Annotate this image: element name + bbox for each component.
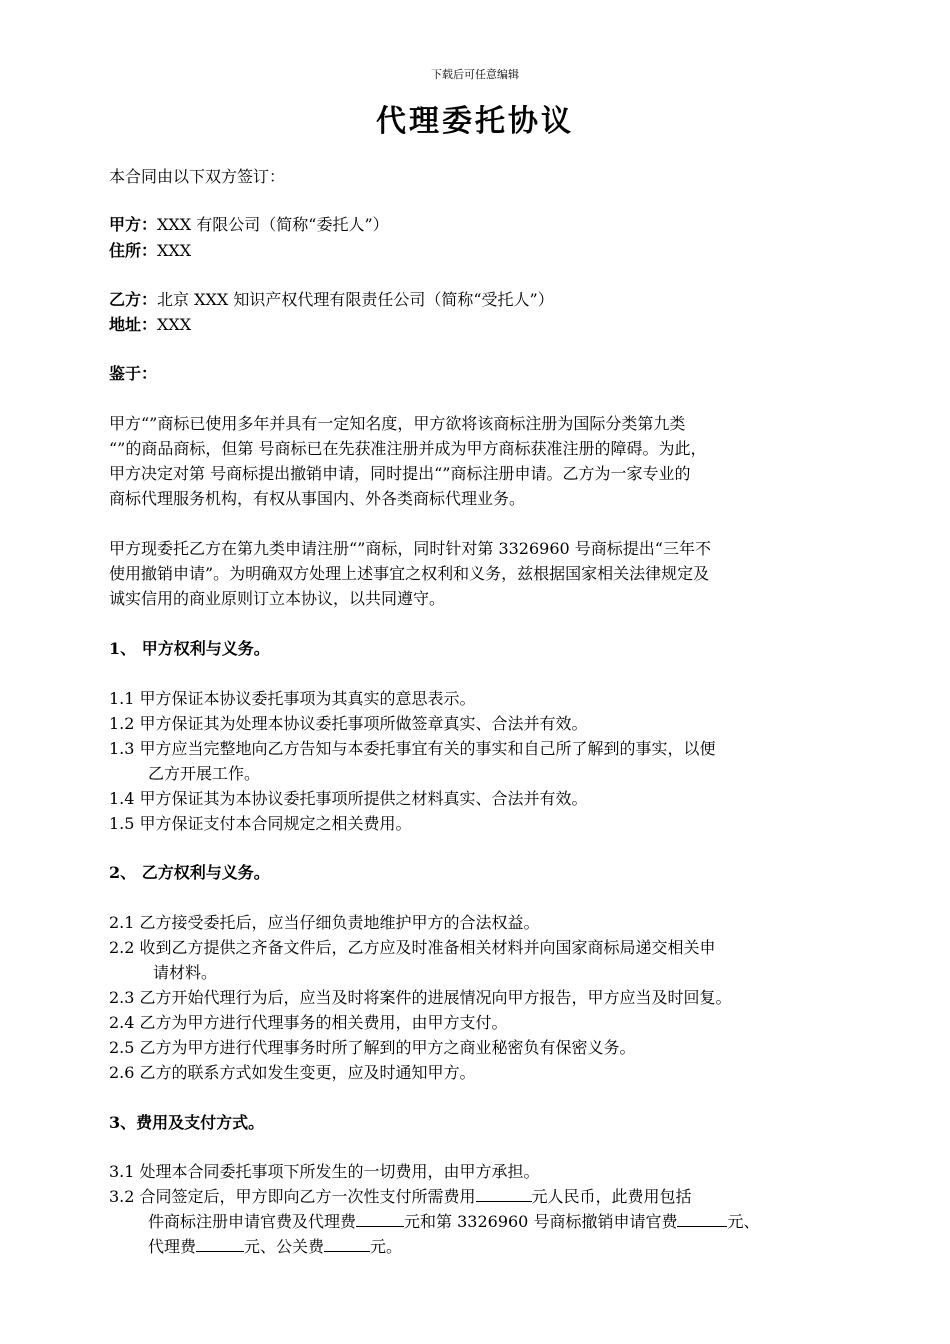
section-1-item-continuation: 乙方开展工作。 — [148, 764, 261, 783]
fee-revocation-official-blank — [677, 1210, 727, 1227]
entrust-line: 使用撤销申请”。为明确双方处理上述事宜之权利和义务，兹根据国家相关法律规定及 — [109, 564, 710, 583]
header-note: 下载后可任意编辑 — [431, 68, 519, 81]
section-2-item: 2.2 收到乙方提供之齐备文件后，乙方应及时准备相关材料并向国家商标局递交相关申 — [109, 938, 716, 957]
party-a-value: XXX 有限公司（简称“委托人”） — [157, 215, 389, 234]
party-a-address — [109, 239, 191, 263]
section-2-heading: 2、 乙方权利与义务。 — [109, 863, 270, 882]
fee-text: 元。 — [370, 1237, 403, 1256]
party-b-value: 北京 XXX 知识产权代理有限责任公司（简称“受托人”） — [157, 290, 554, 309]
entrust-line: 甲方现委托乙方在第九类申请注册“”商标，同时针对第 3326960 号商标提出“三年不 — [109, 539, 711, 558]
fee-text: 件商标注册申请官费及代理费 — [148, 1212, 357, 1231]
party-b-address-label: 地址： — [109, 315, 158, 334]
entrust-line: 诚实信用的商业原则订立本协议，以共同遵守。 — [109, 589, 446, 608]
party-b-address-value: XXX — [157, 315, 192, 334]
fee-total-blank — [476, 1185, 532, 1202]
whereas-line: 商标代理服务机构，有权从事国内、外各类商标代理业务。 — [109, 489, 526, 508]
section-2-item: 2.3 乙方开始代理行为后，应当及时将案件的进展情况向甲方报告，甲方应当及时回复。 — [109, 988, 732, 1007]
section-2-item-continuation: 请材料。 — [153, 963, 218, 982]
fee-text: 代理费 — [148, 1237, 197, 1256]
party-a-label: 甲方： — [109, 215, 158, 234]
section-2-item: 2.1 乙方接受委托后，应当仔细负责地维护甲方的合法权益。 — [109, 913, 540, 932]
whereas-line: 甲方“”商标已使用多年并具有一定知名度，甲方欲将该商标注册为国际分类第九类 — [109, 414, 686, 433]
fee-text: 元、 — [727, 1212, 760, 1231]
section-3-item-continuation — [148, 1209, 759, 1234]
section-2-item: 2.4 乙方为甲方进行代理事务的相关费用，由甲方支付。 — [109, 1013, 508, 1032]
intro-text: 本合同由以下双方签订： — [109, 167, 286, 186]
fee-pr-blank — [324, 1235, 370, 1252]
party-b-address — [109, 313, 191, 337]
fee-agency-blank — [196, 1235, 244, 1252]
section-1-heading: 1、 甲方权利与义务。 — [109, 639, 270, 658]
section-1-item: 1.3 甲方应当完整地向乙方告知与本委托事宜有关的事实和自己所了解到的事实，以便 — [109, 739, 716, 758]
section-2-item: 2.5 乙方为甲方进行代理事务时所了解到的甲方之商业秘密负有保密义务。 — [109, 1038, 636, 1057]
whereas-line: “”的商品商标，但第 号商标已在先获准注册并成为甲方商标获准注册的障碍。为此， — [109, 439, 707, 458]
section-1-item: 1.1 甲方保证本协议委托事项为其真实的意思表示。 — [109, 689, 476, 708]
section-2-item: 2.6 乙方的联系方式如发生变更，应及时通知甲方。 — [109, 1063, 476, 1082]
section-3-item: 3.1 处理本合同委托事项下所发生的一切费用，由甲方承担。 — [109, 1162, 540, 1181]
fee-registration-blank — [356, 1210, 404, 1227]
section-3-heading: 3、费用及支付方式。 — [109, 1113, 265, 1132]
party-b-label: 乙方： — [109, 290, 158, 309]
section-3-item-continuation — [148, 1234, 402, 1259]
whereas-line: 甲方决定对第 号商标提出撤销申请，同时提出“”商标注册申请。乙方为一家专业的 — [109, 464, 691, 483]
section-3-item — [109, 1184, 692, 1209]
party-a — [109, 213, 389, 237]
party-a-address-label: 住所： — [109, 241, 158, 260]
section-1-item: 1.5 甲方保证支付本合同规定之相关费用。 — [109, 814, 412, 833]
fee-text: 元、公关费 — [244, 1237, 325, 1256]
section-1-item: 1.2 甲方保证其为处理本协议委托事项所做签章真实、合法并有效。 — [109, 714, 588, 733]
party-b — [109, 288, 554, 312]
party-a-address-value: XXX — [157, 241, 192, 260]
whereas-label: 鉴于： — [109, 364, 158, 383]
fee-text: 元人民币，此费用包括 — [531, 1187, 692, 1206]
fee-text: 元和第 3326960 号商标撤销申请官费 — [404, 1212, 678, 1231]
fee-text: 3.2 合同签定后，甲方即向乙方一次性支付所需费用 — [109, 1187, 476, 1206]
document-title: 代理委托协议 — [376, 104, 574, 139]
section-1-item: 1.4 甲方保证其为本协议委托事项所提供之材料真实、合法并有效。 — [109, 789, 588, 808]
